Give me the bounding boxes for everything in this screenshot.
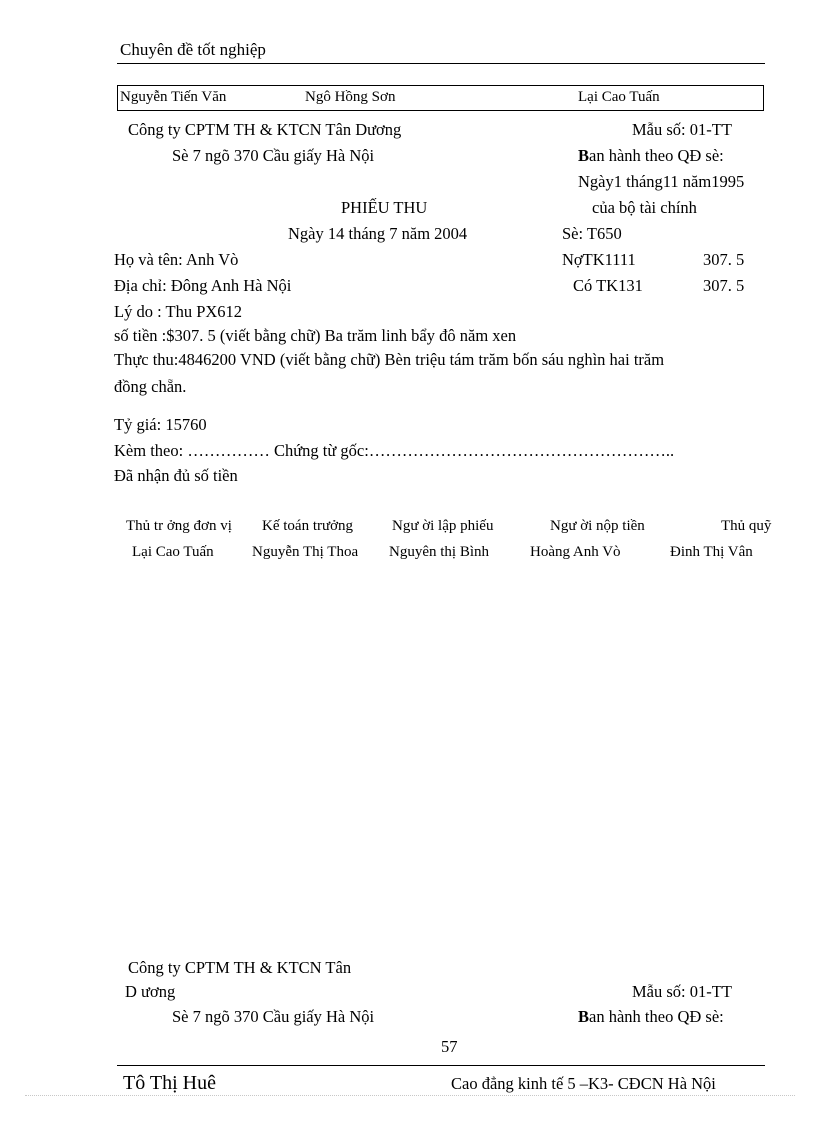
signature-name-2: Nguyễn Thị Thoa	[252, 544, 359, 560]
issued-by	[578, 146, 724, 166]
signature-name-5: Đinh Thị Vân	[670, 544, 753, 560]
signature-name-1: Lại Cao Tuấn	[132, 544, 214, 560]
company-name: Công ty CPTM TH & KTCN Tân Dương	[128, 120, 402, 139]
issued-by-2-rest: an hành theo QĐ sè:	[589, 1007, 724, 1026]
form-number-2: Mẫu số: 01-TT	[632, 982, 732, 1001]
received-confirmation: Đã nhận đủ số tiền	[114, 466, 238, 485]
issued-by-2	[578, 1007, 724, 1027]
signature-role-4: Ngư ời nộp tiền	[550, 518, 645, 534]
company-name-2-line2: D ương	[125, 982, 176, 1001]
signature-role-2: Kế toán trưởng	[262, 518, 354, 534]
payment-reason: Lý do : Thu PX612	[114, 302, 243, 321]
credit-account: Có TK131	[573, 276, 643, 295]
company-name-2-line1: Công ty CPTM TH & KTCN Tân	[128, 958, 352, 977]
page-edge-divider	[25, 1095, 795, 1096]
footer-rule	[117, 1065, 765, 1066]
company-address: Sè 7 ngõ 370 Cầu giấy Hà Nội	[172, 146, 375, 165]
issued-by-2-prefix: B	[578, 1007, 590, 1026]
issued-date: Ngày1 tháng11 năm1995	[578, 172, 745, 191]
footer-author: Tô Thị Huê	[123, 1072, 216, 1094]
issued-by-rest: an hành theo QĐ sè:	[589, 146, 724, 165]
receipt-date: Ngày 14 tháng 7 năm 2004	[288, 224, 468, 243]
signature-role-3: Ngư ời lập phiếu	[392, 518, 494, 534]
attached-documents: Kèm theo: …………… Chứng từ gốc:………………………………………………..	[114, 441, 675, 460]
company-address-2: Sè 7 ngõ 370 Cầu giấy Hà Nội	[172, 1007, 375, 1026]
name-1: Nguyễn Tiến Văn	[120, 89, 227, 105]
form-number: Mẫu số: 01-TT	[632, 120, 732, 139]
footer-school: Cao đẳng kinh tế 5 –K3- CĐCN Hà Nội	[451, 1074, 716, 1093]
amount-in-words: số tiền :$307. 5 (viết bằng chữ) Ba trăm linh bẩy đô năm xen	[114, 326, 517, 345]
signature-name-4: Hoàng Anh Vò	[530, 544, 621, 560]
receipt-title: PHIẾU THU	[341, 198, 428, 217]
actual-received-line2: đồng chẵn.	[114, 377, 187, 396]
debit-amount: 307. 5	[703, 250, 745, 269]
ministry: của bộ tài chính	[592, 198, 697, 217]
header-rule	[117, 63, 765, 64]
name-3: Lại Cao Tuấn	[578, 89, 660, 105]
actual-received-line1: Thực thu:4846200 VND (viết bằng chữ) Bèn triệu tám trăm bốn sáu nghìn hai trăm	[114, 350, 665, 369]
receipt-number: Sè: T650	[562, 224, 622, 243]
payer-name: Họ và tên: Anh Vò	[114, 250, 239, 269]
credit-amount: 307. 5	[703, 276, 745, 295]
debit-account: NợTK1111	[562, 250, 636, 269]
signature-name-3: Nguyên thị Bình	[389, 544, 489, 560]
name-2: Ngô Hồng Sơn	[305, 89, 396, 105]
names-box	[117, 85, 764, 111]
payer-address: Địa chỉ: Đông Anh Hà Nội	[114, 276, 292, 295]
exchange-rate: Tỷ giá: 15760	[114, 415, 207, 434]
page-number: 57	[441, 1037, 458, 1056]
issued-by-prefix: B	[578, 146, 590, 165]
signature-role-5: Thủ quỹ	[721, 518, 772, 534]
page-header-title: Chuyên đề tốt nghiệp	[120, 40, 266, 59]
signature-role-1: Thủ tr ởng đơn vị	[126, 518, 232, 534]
